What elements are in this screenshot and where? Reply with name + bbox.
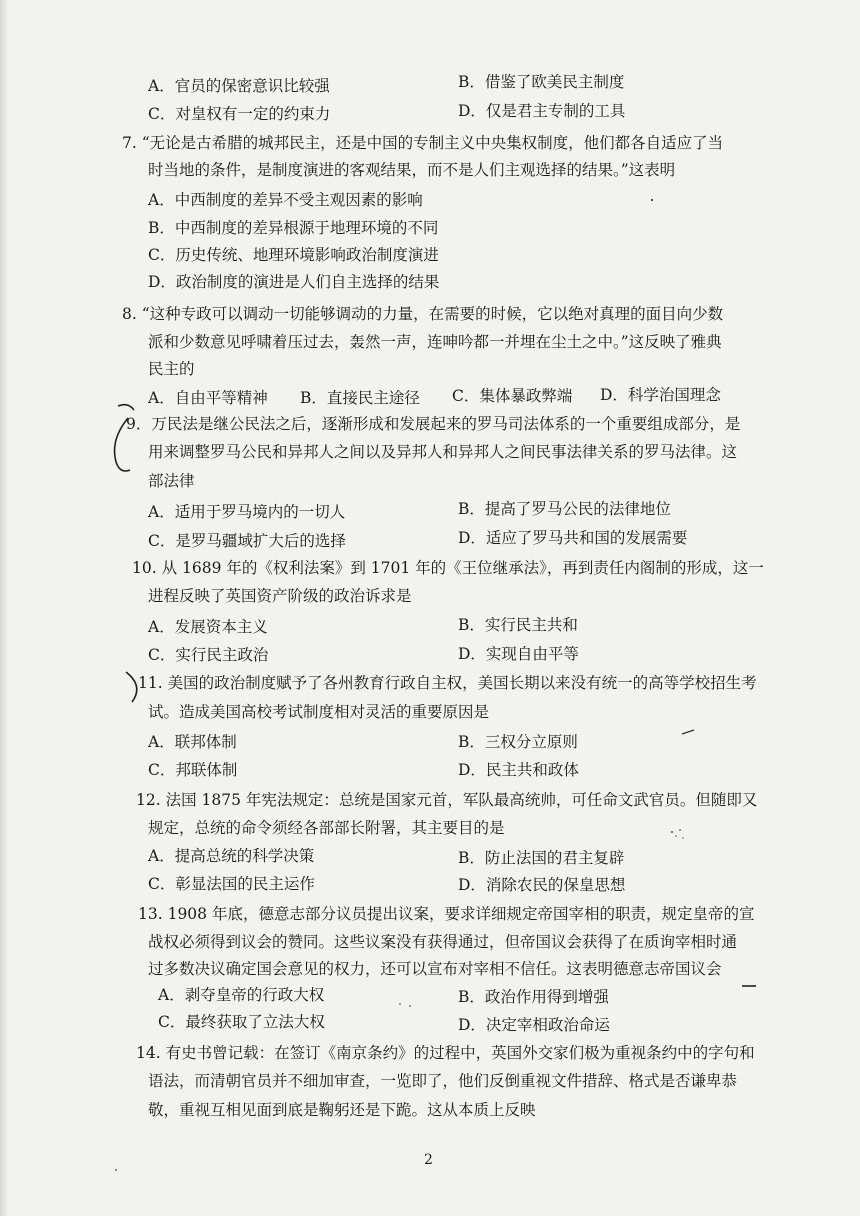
q9-option-d: D．适应了罗马共和国的发展需要 (458, 529, 688, 547)
q13-option-a: A．剥夺皇帝的行政大权 (158, 986, 325, 1004)
q13-option-d: D．决定宰相政治命运 (458, 1016, 610, 1034)
q10-option-a: A．发展资本主义 (148, 618, 268, 636)
q6-option-d: D．仅是君主专制的工具 (458, 102, 626, 120)
q13-option-c: C．最终获取了立法大权 (158, 1013, 325, 1031)
q12-option-c: C．彰显法国的民主运作 (148, 875, 315, 893)
q7-stem-line-1: 7. “无论是古希腊的城邦民主，还是中国的专制主义中央集权制度，他们都各自适应了当 (122, 134, 724, 152)
q10-stem-line-2: 进程反映了英国资产阶级的政治诉求是 (148, 587, 412, 605)
q10-stem-line-1: 10. 从 1689 年的《权利法案》到 1701 年的《王位继承法》，再到责任内阁制的形成，这一 (132, 559, 764, 577)
q6-option-c: C．对皇权有一定的约束力 (148, 105, 331, 123)
q13-stem-line-1: 13. 1908 年底，德意志部分议员提出议案，要求详细规定帝国宰相的职责，规定皇帝的宣 (138, 905, 755, 923)
q6-option-a: A．官员的保密意识比较强 (148, 77, 330, 95)
q6-option-b: B．借鉴了欧美民主制度 (458, 73, 625, 91)
q14-stem-line-1: 14. 有史书曾记载：在签订《南京条约》的过程中，英国外交家们极为重视条约中的字句和 (136, 1044, 755, 1062)
q8-stem-line-2: 派和少数意见呼啸着压过去，轰然一声，连呻吟都一并埋在尘土之中。”这反映了雅典 (148, 333, 722, 351)
q8-option-c: C．集体暴政弊端 (452, 387, 573, 405)
q13-option-b: B．政治作用得到增强 (458, 988, 609, 1006)
q9-option-c: C．是罗马疆域扩大后的选择 (148, 532, 346, 550)
q8-option-d: D．科学治国理念 (600, 386, 721, 404)
q10-option-b: B．实行民主共和 (458, 616, 578, 634)
q9-option-a: A．适用于罗马境内的一切人 (148, 503, 346, 521)
q9-stem-line-2: 用来调整罗马公民和异邦人之间以及异邦人和异邦人之间民事法律关系的罗马法律。这 (148, 443, 738, 461)
q10-option-d: D．实现自由平等 (458, 645, 579, 663)
q11-option-b: B．三权分立原则 (458, 733, 578, 751)
q11-stem-line-2: 试。造成美国高校考试制度相对灵活的重要原因是 (148, 703, 490, 721)
q14-stem-line-3: 敬，重视互相见面到底是鞠躬还是下跪。这从本质上反映 (148, 1101, 536, 1119)
q7-option-b: B．中西制度的差异根源于地理环境的不同 (148, 219, 439, 237)
q12-option-d: D．消除农民的保皇思想 (458, 876, 626, 894)
q12-option-a: A．提高总统的科学决策 (148, 847, 315, 865)
q11-stem-line-1: 11. 美国的政治制度赋予了各州教育行政自主权，美国长期以来没有统一的高等学校招生考 (138, 674, 757, 692)
q11-option-a: A．联邦体制 (148, 733, 237, 751)
q7-stem-line-2: 时当地的条件，是制度演进的客观结果，而不是人们主观选择的结果。”这表明 (148, 161, 676, 179)
q7-option-d: D．政治制度的演进是人们自主选择的结果 (148, 273, 440, 291)
q7-option-a: A．中西制度的差异不受主观因素的影响 (148, 191, 423, 209)
q13-stem-line-3: 过多数决议确定国会意见的权力，还可以宣布对宰相不信任。这表明德意志帝国议会 (148, 960, 722, 978)
page-number: 2 (424, 1152, 433, 1168)
q14-stem-line-2: 语法，而清朝官员并不细加审查，一览即了，他们反倒重视文件措辞、格式是否谦卑恭 (148, 1072, 738, 1090)
q8-option-b: B．直接民主途径 (300, 389, 420, 407)
q12-option-b: B．防止法国的君主复辟 (458, 849, 625, 867)
q12-stem-line-2: 规定，总统的命令须经各部部长附署，其主要目的是 (148, 819, 505, 837)
scan-edge-shadow (0, 0, 8, 1216)
q10-option-c: C．实行民主政治 (148, 646, 269, 664)
q8-stem-line-1: 8. “这种专政可以调动一切能够调动的力量，在需要的时候，它以绝对真理的面目向少数 (122, 305, 724, 323)
q9-option-b: B．提高了罗马公民的法律地位 (458, 500, 671, 518)
q12-stem-line-1: 12. 法国 1875 年宪法规定：总统是国家元首，军队最高统帅，可任命文武官员。但随即又 (136, 791, 758, 809)
q9-stem-line-3: 部法律 (148, 472, 195, 490)
q11-option-c: C．邦联体制 (148, 761, 238, 779)
q8-stem-line-3: 民主的 (148, 360, 195, 378)
q7-option-c: C．历史传统、地理环境影响政治制度演进 (148, 246, 439, 264)
q8-option-a: A．自由平等精神 (148, 389, 268, 407)
q9-stem-line-1: 9．万民法是继公民法之后，逐渐形成和发展起来的罗马司法体系的一个重要组成部分，是 (126, 415, 741, 433)
q11-option-d: D．民主共和政体 (458, 761, 579, 779)
q13-stem-line-2: 战权必须得到议会的赞同。这些议案没有获得通过，但帝国议会获得了在质询宰相时通 (148, 933, 738, 951)
